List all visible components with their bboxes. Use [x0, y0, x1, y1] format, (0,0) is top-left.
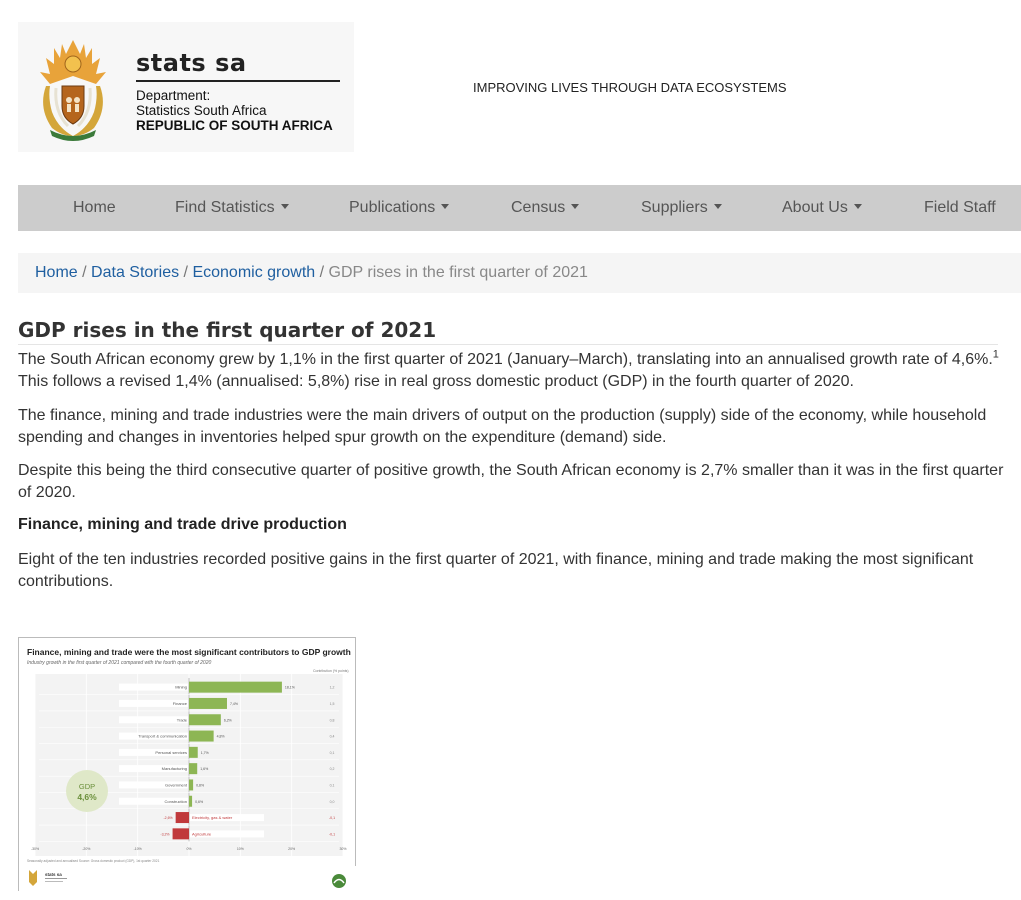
x-tick-label: 0%: [186, 847, 192, 851]
breadcrumb-home[interactable]: Home: [35, 264, 78, 281]
footer-rule: [45, 878, 67, 879]
nav-field-staff[interactable]: Field Staff: [924, 199, 996, 216]
caret-down-icon: [854, 204, 862, 209]
bar: [189, 682, 282, 693]
article-paragraph-4: Eight of the ten industries recorded positive gains in the first quarter of 2021, with finance, mining and trade making the most significant contributions.: [18, 551, 974, 590]
value-label: 6,2%: [223, 718, 232, 723]
contribution-value: 1,5: [329, 701, 335, 706]
caret-down-icon: [441, 204, 449, 209]
contribution-value: 0,0: [329, 799, 335, 804]
paragraph-text: This follows a revised 1,4% (annualised: 5,8%) rise in real gross domestic product (GDP) in the fourth quarter of 2020.: [18, 373, 854, 390]
stats-sa-badge-icon: [332, 874, 346, 888]
x-tick-label: 20%: [288, 847, 296, 851]
paragraph-text: The South African economy grew by 1,1% in the first quarter of 2021 (January–March), translating into an annualised growth rate of 4,6%.: [18, 351, 993, 368]
caret-down-icon: [714, 204, 722, 209]
bar: [189, 714, 221, 725]
brand-block: [136, 48, 340, 133]
contribution-value: -0,1: [328, 832, 336, 837]
value-label: 7,4%: [229, 701, 238, 706]
nav-publications[interactable]: Publications: [349, 185, 449, 231]
caret-down-icon: [571, 204, 579, 209]
breadcrumb-separator: /: [183, 264, 188, 281]
chart-footer: [19, 866, 357, 892]
bar: [189, 747, 198, 758]
contribution-value: 0,2: [329, 767, 335, 772]
nav-home[interactable]: Home: [73, 199, 116, 216]
category-label: Electricity, gas & water: [192, 815, 233, 821]
site-header: [18, 22, 354, 152]
value-label: 0,8%: [196, 783, 205, 788]
contribution-value: 0,1: [329, 750, 335, 755]
value-label: 18,1%: [284, 685, 295, 690]
bar: [189, 698, 227, 709]
gdp-label: GDP: [78, 782, 96, 791]
x-tick-label: 30%: [339, 847, 347, 851]
bar-chart: [19, 638, 357, 892]
bar: [173, 828, 189, 839]
breadcrumb-economic-growth[interactable]: Economic growth: [192, 264, 316, 281]
category-label: Construction: [164, 798, 187, 804]
page-title: GDP rises in the first quarter of 2021: [18, 318, 998, 345]
republic-name: REPUBLIC OF SOUTH AFRICA: [136, 118, 333, 133]
category-label: Trade: [176, 717, 187, 723]
category-label: Mining: [175, 684, 187, 690]
caret-down-icon: [281, 204, 289, 209]
article-paragraph-3: Despite this being the third consecutive quarter of positive growth, the South African economy is 2,7% smaller than it was in the first quarter of 2020.: [18, 462, 1004, 501]
department-label: Department:: [136, 88, 211, 103]
bar: [189, 779, 193, 790]
category-label: Government: [164, 782, 187, 788]
category-label: Agriculture: [192, 831, 212, 837]
bar: [189, 796, 192, 807]
contribution-value: 0,4: [329, 734, 335, 739]
chart-infographic[interactable]: [18, 637, 356, 891]
contribution-value: 1,2: [329, 685, 335, 690]
brand-name: stats sa: [136, 49, 247, 77]
footer-brand: stats sa: [45, 872, 62, 877]
contribution-value: 0,8: [329, 718, 335, 723]
chart-title: Finance, mining and trade were the most significant contributors to GDP growth: [27, 647, 351, 657]
category-label: Manufacturing: [161, 766, 187, 772]
x-tick-label: 10%: [236, 847, 244, 851]
contribution-value: 0,1: [329, 783, 335, 788]
category-label: Personal services: [155, 749, 187, 755]
department-name: Statistics South Africa: [136, 103, 267, 118]
x-tick-label: -10%: [133, 847, 142, 851]
breadcrumb: [18, 253, 1021, 293]
breadcrumb-data-stories[interactable]: Data Stories: [91, 264, 180, 281]
nav-find-statistics[interactable]: Find Statistics: [175, 185, 289, 231]
bar: [189, 731, 214, 742]
breadcrumb-current: GDP rises in the first quarter of 2021: [328, 264, 588, 281]
bar: [176, 812, 189, 823]
x-tick-label: -30%: [30, 847, 40, 851]
brand-divider: [136, 80, 340, 82]
gdp-value: 4,6%: [77, 792, 97, 802]
gdp-circle: [66, 770, 108, 812]
value-label: 0,6%: [195, 799, 204, 804]
x-tick-label: -20%: [82, 847, 91, 851]
nav-suppliers[interactable]: Suppliers: [641, 185, 722, 231]
breadcrumb-separator: /: [82, 264, 87, 281]
contribution-value: -0,1: [328, 816, 336, 821]
value-label: 1,6%: [200, 767, 209, 772]
contribution-header: Contribution (% points): [313, 669, 349, 673]
value-label: 1,7%: [200, 750, 209, 755]
category-label: Transport & communication: [138, 733, 187, 739]
nav-about-us[interactable]: About Us: [782, 185, 862, 231]
article-paragraph-2: The finance, mining and trade industries were the main drivers of output on the production (supply) side of the economy, while household spending and changes in inventories helped spur growth on the expenditure (demand) side.: [18, 407, 987, 446]
value-label: -3,2%: [160, 832, 170, 837]
value-label: 4,8%: [216, 734, 225, 739]
section-heading: Finance, mining and trade drive production: [18, 516, 347, 533]
breadcrumb-separator: /: [319, 264, 325, 281]
article-paragraph-1: [18, 349, 1008, 393]
footer-rule: [45, 881, 63, 882]
category-label: Finance: [172, 700, 187, 706]
bar: [189, 763, 197, 774]
main-navigation: [18, 185, 1021, 231]
site-tagline: IMPROVING LIVES THROUGH DATA ECOSYSTEMS: [473, 80, 787, 95]
chart-subtitle: Industry growth in the first quarter of 2021 compared with the fourth quarter of 2020: [27, 660, 212, 666]
footnote-link[interactable]: 1: [992, 348, 999, 361]
nav-census[interactable]: Census: [511, 185, 579, 231]
chart-footer-note: Seasonally adjusted and annualised Source: Gross domestic product (GDP), 1st quarter 2021: [27, 859, 160, 863]
value-label: -2,6%: [163, 816, 173, 821]
coat-of-arms-logo[interactable]: [32, 32, 114, 144]
